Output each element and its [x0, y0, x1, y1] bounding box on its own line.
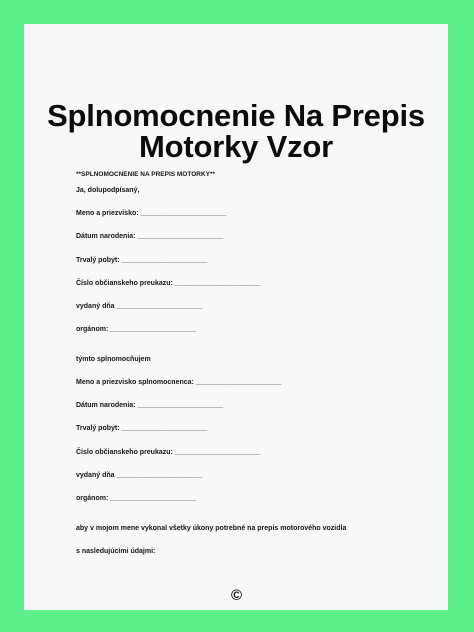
intro-line: Ja, dolupodpísaný, [76, 187, 140, 194]
agent-residence-field: Trvalý pobyt: ______________________ [76, 425, 208, 432]
principal-issued-date-field: vydaný dňa ______________________ [76, 303, 203, 310]
document-sheet [24, 24, 448, 610]
purpose-line: aby v mojom mene vykonal všetky úkony potrebné na prepis motorového vozidla [76, 525, 347, 532]
agent-issued-date-field: vydaný dňa ______________________ [76, 472, 203, 479]
copyright-icon: © [230, 587, 243, 604]
principal-issuing-authority-field: orgánom: ______________________ [76, 326, 196, 333]
followup-line: s nasledujúcimi údajmi: [76, 548, 156, 555]
authorization-line: týmto splnomocňujem [76, 356, 151, 363]
agent-name-field: Meno a priezvisko splnomocnenca: ______________________ [76, 379, 282, 386]
form-heading: **SPLNOMOCNENIE NA PREPIS MOTORKY** [76, 171, 216, 178]
principal-birthdate-field: Dátum narodenia: ______________________ [76, 233, 224, 240]
principal-id-number-field: Číslo občianskeho preukazu: ______________________ [76, 280, 261, 287]
agent-issuing-authority-field: orgánom: ______________________ [76, 495, 196, 502]
agent-id-number-field: Číslo občianskeho preukazu: ______________________ [76, 449, 261, 456]
principal-residence-field: Trvalý pobyt: ______________________ [76, 257, 208, 264]
agent-birthdate-field: Dátum narodenia: ______________________ [76, 402, 224, 409]
title-line-1: Splnomocnenie Na Prepis [47, 98, 425, 133]
title-line-2: Motorky Vzor [139, 129, 333, 164]
document-title [24, 100, 448, 162]
principal-name-field: Meno a priezvisko: ______________________ [76, 210, 227, 217]
